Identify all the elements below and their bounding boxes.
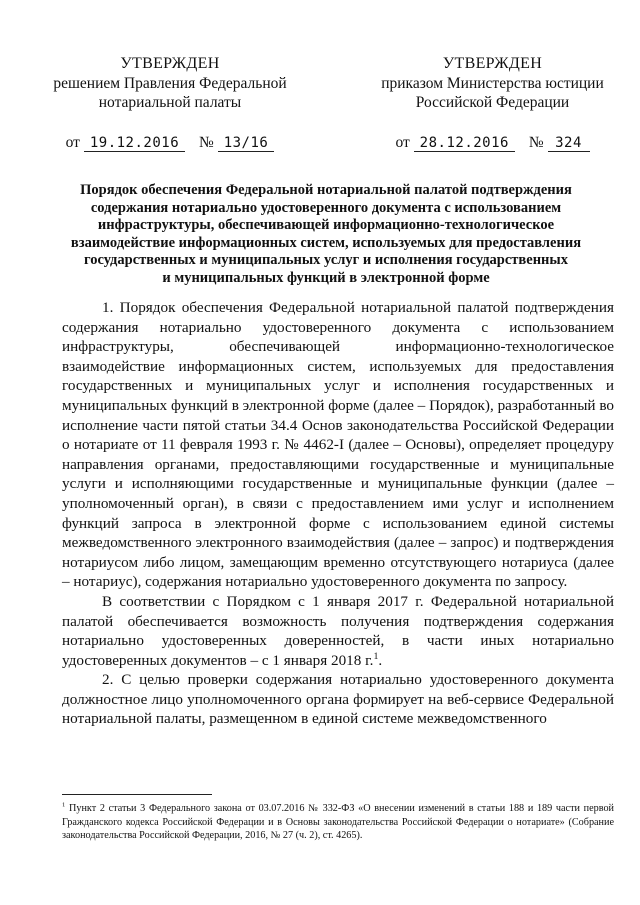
approval-block-left xyxy=(40,54,300,152)
number-label: № xyxy=(199,134,214,151)
from-label: от xyxy=(395,134,410,151)
footnote-text: Пункт 2 статьи 3 Федерального закона от 03.07.2016 № 332-ФЗ «О внесении изменений в статьи 188 и 189 части первой Гражданского кодекса Российской Федерации и в Основы законодательства Российской Федерации о нотариате» (Собрание законодательства Российской Федерации, 2016, № 27 (ч. 2), ст. 4265). xyxy=(62,803,614,841)
paragraph-2-text: В соответствии с Порядком с 1 января 2017 г. Федеральной нотариальной палатой обеспечивается возможность получения подтверждения содержания нотариально удостоверенных доверенностей, в части иных нотариально удостоверенных документов – с 1 января 2018 г. xyxy=(62,592,614,669)
approval-date-number xyxy=(40,133,300,152)
paragraph-3: 2. С целью проверки содержания нотариально удостоверенного документа должностное лицо уполномоченного органа формирует на веб-сервисе Федеральной нотариальной палаты, размещенном в единой системе межведомственного xyxy=(62,671,614,728)
title-line: взаимодействие информационных систем, используемых для предоставления xyxy=(70,234,582,251)
document-body xyxy=(62,298,614,729)
title-line: и муниципальных функций в электронной форме xyxy=(162,269,490,286)
approval-authority-cont: нотариальной палаты xyxy=(98,94,242,111)
paragraph-2-end: . xyxy=(378,651,383,669)
title-line: государственных и муниципальных услуг и исполнения государственных xyxy=(84,252,568,268)
title-line: Порядок обеспечения Федеральной нотариальной палатой подтверждения xyxy=(80,182,572,198)
approval-heading: УТВЕРЖДЕН xyxy=(442,55,543,72)
approval-authority: решением Правления Федеральной xyxy=(53,75,287,92)
title-line: инфраструктуры, обеспечивающей информационно-технологическое xyxy=(97,217,555,233)
approval-date-number xyxy=(360,133,625,152)
approval-date: 28.12.2016 xyxy=(414,135,515,152)
footnote-mark: 1 xyxy=(62,801,66,809)
footnote-ref: 1 xyxy=(373,650,379,662)
footnote xyxy=(62,802,614,843)
document-title xyxy=(56,182,596,287)
footnote-divider xyxy=(62,794,212,795)
approval-number: 324 xyxy=(548,135,590,152)
approval-authority-cont: Российской Федерации xyxy=(415,94,570,111)
approval-date: 19.12.2016 xyxy=(84,135,185,152)
approval-authority: приказом Министерства юстиции xyxy=(381,75,604,92)
paragraph-1: 1. Порядок обеспечения Федеральной нотариальной палатой подтверждения содержания нотариально удостоверенного документа с использованием инфраструктуры, обеспечивающей информационно-технологическое взаимодействие информационных систем, используемых для предоставления государственных и муниципальных услуг и исполнения государственных и муниципальных функций в электронной форме (далее – Порядок), разработанный во исполнение части пятой статьи 34.4 Основ законодательства Российской Федерации о нотариате от 11 февраля 1993 г. № 4462-I (далее – Основы), определяет процедуру направления органами, предоставляющими государственные и муниципальные услуги и исполняющими государственные и муниципальные функции (далее – уполномоченный орган), в связи с предоставлением ими услуг и исполнением функций запроса в электронной форме с использованием единой системы межведомственного электронного взаимодействия (далее – запрос) и подтверждения нотариусом либо лицом, замещающим временно отсутствующего нотариуса (далее – нотариус), содержания нотариально удостоверенного документа по запросу. xyxy=(62,299,614,591)
from-label: от xyxy=(65,134,80,151)
approval-block-right xyxy=(360,54,625,152)
number-label: № xyxy=(528,134,544,151)
approval-number: 13/16 xyxy=(218,135,275,152)
title-line: содержания нотариально удостоверенного документа с использованием xyxy=(90,199,562,216)
approval-heading: УТВЕРЖДЕН xyxy=(120,55,220,72)
paragraph-2 xyxy=(62,592,614,670)
